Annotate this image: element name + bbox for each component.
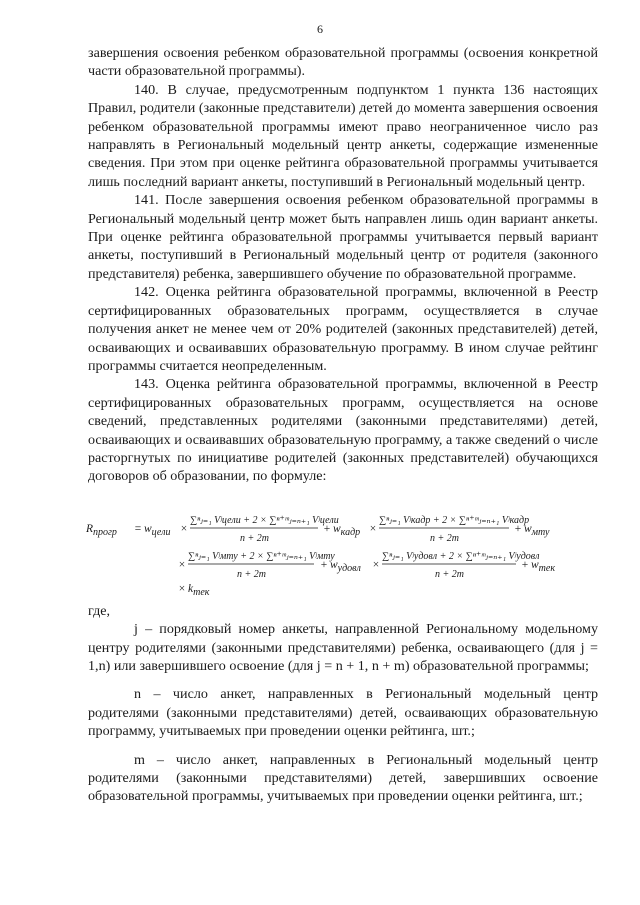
svg-text:+: + xyxy=(323,522,331,535)
fraction-num-celi: ∑ⁿⱼ₌₁ Vʲцели + 2 × ∑ⁿ⁺ᵐⱼ₌ₙ₊₁ Vʲцели xyxy=(190,514,339,526)
paragraph-142: 142. Оценка рейтинга образовательной программы, включенной в Реестр сертифицированных образовательных программ, осуществляется в случае получения анкет не менее чем от 20% родителей (законных представителей) детей, осваивающих и осваивавших образовательную программу. В ином случае рейтинг программы считается неопределенным. xyxy=(88,284,598,374)
document-body xyxy=(88,44,598,806)
svg-text:×: × xyxy=(369,522,377,535)
rating-formula-svg xyxy=(82,496,602,596)
fraction-num-kadr: ∑ⁿⱼ₌₁ Vʲкадр + 2 × ∑ⁿ⁺ᵐⱼ₌ₙ₊₁ Vʲкадр xyxy=(379,514,530,526)
paragraph-140: 140. В случае, предусмотренным подпунктом 1 пункта 136 настоящих Правил, родители (законные представители) детей до момента завершения освоения ребенком образовательной программы имеют право неограниченное число раз направлять в Региональный модельный центр анкеты, содержащие измененные сведения. При этом при оценке рейтинга образовательной программы учитывается лишь последний вариант анкеты, поступивший в Региональный модельный центр. xyxy=(88,81,598,190)
svg-text:kтек: kтек xyxy=(188,582,210,596)
where-label: где, xyxy=(88,602,111,619)
fraction-den-celi: n + 2m xyxy=(240,532,269,544)
svg-text:Rпрогр: Rпрогр xyxy=(86,522,117,538)
svg-text:+: + xyxy=(320,558,328,571)
paragraph-141: 141. После завершения освоения ребенком образовательной программы в Региональный модельный центр может быть направлен лишь один вариант анкеты. При оценке рейтинга образовательной программы учитывается первый вариант анкеты, поступивший в Региональный модельный центр от родителя (законного представителя) ребенка, завершившего обучение по образовательной программе. xyxy=(88,192,598,282)
formula-lhs: R xyxy=(86,522,94,535)
svg-text:×: × xyxy=(372,558,380,571)
formula-eq: = xyxy=(134,522,142,535)
svg-text:+: + xyxy=(521,558,529,571)
fraction-den-udovl: n + 2m xyxy=(435,568,464,580)
fraction-num-udovl: ∑ⁿⱼ₌₁ Vʲудовл + 2 × ∑ⁿ⁺ᵐⱼ₌ₙ₊₁ Vʲудовл xyxy=(382,550,540,562)
definition-j: j – порядковый номер анкеты, направленной Региональному модельному центру родителями (законными представителями) ребенка, осваивающего (для j = 1,n) или завершившего освоение (для j = n + 1, n + m) образовательной программы; xyxy=(88,621,598,674)
svg-text:+: + xyxy=(514,522,522,535)
fraction-den-kadr: n + 2m xyxy=(430,532,459,544)
page-number: 6 xyxy=(317,22,323,36)
svg-text:wудовл: wудовл xyxy=(330,558,361,574)
svg-text:wмту: wмту xyxy=(524,522,550,538)
svg-text:wкадр: wкадр xyxy=(333,522,361,538)
paragraph-continuation: завершения освоения ребенком образовательной программы (освоения конкретной части образовательной программы). xyxy=(88,45,598,80)
svg-text:wтек: wтек xyxy=(531,558,556,574)
definition-m: m – число анкет, направленных в Региональный модельный центр родителями (законными представителями) детей, завершивших освоение образовательной программы, учитываемых при проведении оценки рейтинга, шт.; xyxy=(88,751,598,805)
svg-text:×: × xyxy=(178,558,186,571)
svg-text:×: × xyxy=(178,582,186,595)
rating-formula xyxy=(82,496,602,596)
svg-text:wцели: wцели xyxy=(144,522,171,538)
fraction-num-mtu: ∑ⁿⱼ₌₁ Vʲмту + 2 × ∑ⁿ⁺ᵐⱼ₌ₙ₊₁ Vʲмту xyxy=(188,550,335,562)
paragraph-143: 143. Оценка рейтинга образовательной программы, включенной в Реестр сертифицированных образовательных программ, осуществляется на основе сведений, представленных родителями (законными представителями) детей, осваивающих и осваивавших образовательную программу, а также сведений о числе расторгнутых по инициативе родителей (законных представителей) обучающихся договоров об образовании, по формуле: xyxy=(88,376,598,485)
definition-n: n – число анкет, направленных в Региональный модельный центр родителями (законными представителями) детей, осваивающих образовательную программу, учитываемых при проведении оценки рейтинга, шт.; xyxy=(88,686,598,740)
fraction-den-mtu: n + 2m xyxy=(237,568,266,580)
svg-text:×: × xyxy=(180,522,188,535)
